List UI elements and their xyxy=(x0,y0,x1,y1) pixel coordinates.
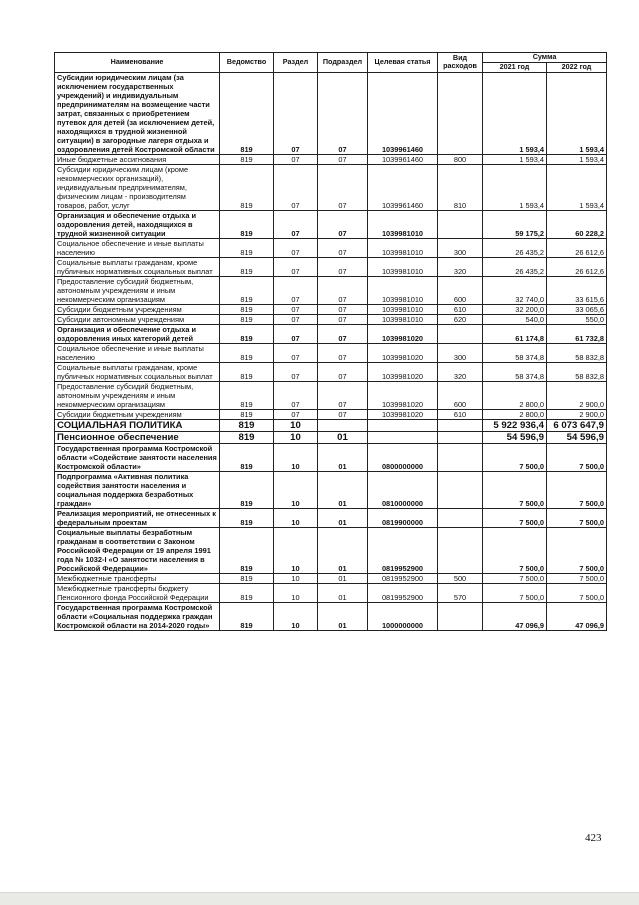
cell-vedomstvo: 819 xyxy=(220,381,274,409)
cell-target: 1039981020 xyxy=(368,362,438,381)
cell-sum-2021: 7 500,0 xyxy=(483,527,547,573)
cell-kind xyxy=(438,527,483,573)
cell-razdel: 10 xyxy=(274,443,318,471)
cell-sum-2022: 1 593,4 xyxy=(547,164,607,210)
table-header xyxy=(55,53,607,73)
cell-podrazdel: 07 xyxy=(318,343,368,362)
cell-sum-2022: 58 832,8 xyxy=(547,343,607,362)
cell-vedomstvo: 819 xyxy=(220,583,274,602)
cell-kind xyxy=(438,602,483,630)
cell-sum-2022: 58 832,8 xyxy=(547,362,607,381)
table-row xyxy=(55,276,607,304)
cell-target: 1039981010 xyxy=(368,257,438,276)
table-row xyxy=(55,471,607,508)
cell-vedomstvo: 819 xyxy=(220,304,274,314)
cell-podrazdel: 07 xyxy=(318,154,368,164)
cell-podrazdel: 07 xyxy=(318,164,368,210)
cell-sum-2022: 2 900,0 xyxy=(547,409,607,419)
cell-name: Субсидии автономным учреждениям xyxy=(55,314,220,324)
cell-sum-2021: 47 096,9 xyxy=(483,602,547,630)
cell-name: Иные бюджетные ассигнования xyxy=(55,154,220,164)
cell-podrazdel: 07 xyxy=(318,210,368,238)
cell-vedomstvo: 819 xyxy=(220,257,274,276)
cell-kind: 570 xyxy=(438,583,483,602)
table-row xyxy=(55,314,607,324)
cell-podrazdel: 07 xyxy=(318,276,368,304)
cell-sum-2021: 32 200,0 xyxy=(483,304,547,314)
cell-podrazdel: 07 xyxy=(318,314,368,324)
cell-name: СОЦИАЛЬНАЯ ПОЛИТИКА xyxy=(55,419,220,431)
cell-vedomstvo: 819 xyxy=(220,276,274,304)
cell-razdel: 07 xyxy=(274,324,318,343)
cell-vedomstvo: 819 xyxy=(220,508,274,527)
cell-razdel: 10 xyxy=(274,583,318,602)
cell-kind xyxy=(438,431,483,443)
cell-target xyxy=(368,431,438,443)
cell-vedomstvo: 819 xyxy=(220,409,274,419)
cell-sum-2021: 1 593,4 xyxy=(483,72,547,154)
cell-kind: 610 xyxy=(438,409,483,419)
cell-target: 0819952900 xyxy=(368,583,438,602)
cell-sum-2022: 1 593,4 xyxy=(547,154,607,164)
cell-vedomstvo: 819 xyxy=(220,343,274,362)
cell-vedomstvo: 819 xyxy=(220,314,274,324)
cell-razdel: 07 xyxy=(274,210,318,238)
cell-name: Социальные выплаты гражданам, кроме публичных нормативных социальных выплат xyxy=(55,257,220,276)
cell-kind xyxy=(438,471,483,508)
cell-sum-2022: 1 593,4 xyxy=(547,72,607,154)
cell-name: Субсидии бюджетным учреждениям xyxy=(55,409,220,419)
cell-name: Субсидии юридическим лицам (за исключением государственных учреждений) и индивидуальным предпринимателям на возмещение части затрат, связанных с приобретением путевок для детей (за исключением детей, находящихся в трудной жизненной ситуации) в загородные лагеря отдыха и оздоровления детей Костромской области xyxy=(55,72,220,154)
cell-kind xyxy=(438,72,483,154)
cell-kind: 600 xyxy=(438,381,483,409)
cell-podrazdel: 01 xyxy=(318,508,368,527)
cell-name: Социальное обеспечение и иные выплаты населению xyxy=(55,343,220,362)
cell-target: 0810000000 xyxy=(368,471,438,508)
cell-razdel: 07 xyxy=(274,343,318,362)
cell-razdel: 07 xyxy=(274,72,318,154)
cell-vedomstvo: 819 xyxy=(220,471,274,508)
header-year-2022: 2022 год xyxy=(547,63,607,73)
cell-target: 1039961460 xyxy=(368,164,438,210)
cell-name: Организация и обеспечение отдыха и оздоровления иных категорий детей xyxy=(55,324,220,343)
cell-sum-2021: 5 922 936,4 xyxy=(483,419,547,431)
cell-kind: 320 xyxy=(438,257,483,276)
cell-sum-2022: 54 596,9 xyxy=(547,431,607,443)
cell-target: 0819952900 xyxy=(368,573,438,583)
cell-sum-2021: 61 174,8 xyxy=(483,324,547,343)
cell-target: 1039981020 xyxy=(368,324,438,343)
cell-podrazdel: 01 xyxy=(318,573,368,583)
table-row xyxy=(55,527,607,573)
cell-kind xyxy=(438,210,483,238)
cell-kind: 610 xyxy=(438,304,483,314)
header-sum: Сумма xyxy=(483,53,607,63)
cell-sum-2021: 58 374,8 xyxy=(483,343,547,362)
page-number: 423 xyxy=(585,832,602,844)
cell-podrazdel: 01 xyxy=(318,602,368,630)
cell-kind: 810 xyxy=(438,164,483,210)
cell-vedomstvo: 819 xyxy=(220,443,274,471)
cell-podrazdel: 07 xyxy=(318,72,368,154)
header-kind: Вид расходов xyxy=(438,53,483,73)
cell-podrazdel: 01 xyxy=(318,471,368,508)
table-row xyxy=(55,573,607,583)
cell-vedomstvo: 819 xyxy=(220,419,274,431)
cell-podrazdel: 07 xyxy=(318,409,368,419)
table-row xyxy=(55,583,607,602)
cell-name: Государственная программа Костромской области «Содействие занятости населения Костромской области» xyxy=(55,443,220,471)
cell-name: Социальные выплаты гражданам, кроме публичных нормативных социальных выплат xyxy=(55,362,220,381)
cell-razdel: 10 xyxy=(274,527,318,573)
cell-vedomstvo: 819 xyxy=(220,602,274,630)
cell-vedomstvo: 819 xyxy=(220,527,274,573)
cell-vedomstvo: 819 xyxy=(220,324,274,343)
cell-target: 1039981010 xyxy=(368,314,438,324)
cell-name: Организация и обеспечение отдыха и оздоровления детей, находящихся в трудной жизненной ситуации xyxy=(55,210,220,238)
cell-sum-2022: 47 096,9 xyxy=(547,602,607,630)
table-row xyxy=(55,304,607,314)
table-row xyxy=(55,257,607,276)
cell-razdel: 07 xyxy=(274,304,318,314)
cell-sum-2021: 540,0 xyxy=(483,314,547,324)
cell-razdel: 10 xyxy=(274,508,318,527)
cell-razdel: 07 xyxy=(274,409,318,419)
cell-name: Реализация мероприятий, не отнесенных к федеральным проектам xyxy=(55,508,220,527)
cell-sum-2021: 32 740,0 xyxy=(483,276,547,304)
cell-sum-2021: 2 800,0 xyxy=(483,409,547,419)
cell-razdel: 10 xyxy=(274,431,318,443)
cell-sum-2021: 2 800,0 xyxy=(483,381,547,409)
cell-target: 0800000000 xyxy=(368,443,438,471)
cell-sum-2022: 2 900,0 xyxy=(547,381,607,409)
cell-razdel: 10 xyxy=(274,573,318,583)
cell-razdel: 07 xyxy=(274,276,318,304)
cell-sum-2021: 7 500,0 xyxy=(483,573,547,583)
cell-sum-2022: 33 065,6 xyxy=(547,304,607,314)
cell-kind: 500 xyxy=(438,573,483,583)
cell-sum-2022: 33 615,6 xyxy=(547,276,607,304)
cell-kind: 320 xyxy=(438,362,483,381)
cell-sum-2022: 7 500,0 xyxy=(547,443,607,471)
cell-sum-2021: 7 500,0 xyxy=(483,508,547,527)
table-body xyxy=(55,72,607,630)
cell-podrazdel: 07 xyxy=(318,324,368,343)
cell-name: Предоставление субсидий бюджетным, автономным учреждениям и иным некоммерческим организациям xyxy=(55,276,220,304)
cell-sum-2021: 26 435,2 xyxy=(483,257,547,276)
cell-razdel: 07 xyxy=(274,381,318,409)
cell-name: Пенсионное обеспечение xyxy=(55,431,220,443)
cell-sum-2021: 1 593,4 xyxy=(483,164,547,210)
cell-sum-2022: 26 612,6 xyxy=(547,238,607,257)
cell-name: Межбюджетные трансферты бюджету Пенсионного фонда Российской Федерации xyxy=(55,583,220,602)
cell-target: 1039981010 xyxy=(368,238,438,257)
cell-name: Социальные выплаты безработным гражданам в соответствии с Законом Российской Федерации от 19 апреля 1991 года № 1032-I «О занятости населения в Российской Федерации» xyxy=(55,527,220,573)
table-row xyxy=(55,431,607,443)
table-row xyxy=(55,210,607,238)
header-year-2021: 2021 год xyxy=(483,63,547,73)
table-row xyxy=(55,343,607,362)
cell-podrazdel: 01 xyxy=(318,583,368,602)
cell-sum-2022: 60 228,2 xyxy=(547,210,607,238)
table-row xyxy=(55,602,607,630)
cell-sum-2021: 58 374,8 xyxy=(483,362,547,381)
table-row xyxy=(55,362,607,381)
cell-kind: 300 xyxy=(438,343,483,362)
cell-sum-2021: 7 500,0 xyxy=(483,443,547,471)
cell-podrazdel: 01 xyxy=(318,431,368,443)
cell-vedomstvo: 819 xyxy=(220,238,274,257)
cell-razdel: 07 xyxy=(274,164,318,210)
cell-name: Субсидии юридическим лицам (кроме некоммерческих организаций), индивидуальным предпринимателям, физическим лицам - производителям товаров, работ, услуг xyxy=(55,164,220,210)
cell-target: 1039981020 xyxy=(368,381,438,409)
cell-podrazdel: 07 xyxy=(318,362,368,381)
cell-razdel: 10 xyxy=(274,602,318,630)
cell-sum-2022: 7 500,0 xyxy=(547,527,607,573)
cell-vedomstvo: 819 xyxy=(220,154,274,164)
cell-vedomstvo: 819 xyxy=(220,210,274,238)
cell-podrazdel: 01 xyxy=(318,443,368,471)
cell-name: Межбюджетные трансферты xyxy=(55,573,220,583)
cell-razdel: 10 xyxy=(274,471,318,508)
cell-razdel: 10 xyxy=(274,419,318,431)
cell-podrazdel: 07 xyxy=(318,238,368,257)
cell-sum-2022: 550,0 xyxy=(547,314,607,324)
table-row xyxy=(55,324,607,343)
cell-sum-2021: 54 596,9 xyxy=(483,431,547,443)
cell-sum-2021: 1 593,4 xyxy=(483,154,547,164)
table-row xyxy=(55,409,607,419)
cell-podrazdel: 07 xyxy=(318,381,368,409)
cell-vedomstvo: 819 xyxy=(220,72,274,154)
cell-sum-2022: 7 500,0 xyxy=(547,583,607,602)
cell-kind xyxy=(438,443,483,471)
header-target: Целевая статья xyxy=(368,53,438,73)
cell-target: 1039981020 xyxy=(368,409,438,419)
cell-target: 1039981010 xyxy=(368,210,438,238)
cell-target: 1000000000 xyxy=(368,602,438,630)
cell-sum-2021: 7 500,0 xyxy=(483,583,547,602)
cell-sum-2022: 7 500,0 xyxy=(547,508,607,527)
cell-name: Социальное обеспечение и иные выплаты населению xyxy=(55,238,220,257)
cell-kind xyxy=(438,324,483,343)
cell-vedomstvo: 819 xyxy=(220,431,274,443)
table-row xyxy=(55,238,607,257)
cell-target: 0819952900 xyxy=(368,527,438,573)
cell-podrazdel: 07 xyxy=(318,257,368,276)
table-row xyxy=(55,381,607,409)
cell-sum-2022: 6 073 647,9 xyxy=(547,419,607,431)
header-podrazdel: Подраздел xyxy=(318,53,368,73)
cell-kind: 800 xyxy=(438,154,483,164)
cell-vedomstvo: 819 xyxy=(220,573,274,583)
cell-podrazdel xyxy=(318,419,368,431)
cell-kind xyxy=(438,508,483,527)
cell-kind: 300 xyxy=(438,238,483,257)
cell-target xyxy=(368,419,438,431)
cell-sum-2022: 61 732,8 xyxy=(547,324,607,343)
cell-target: 1039981010 xyxy=(368,276,438,304)
table-row xyxy=(55,72,607,154)
cell-sum-2022: 7 500,0 xyxy=(547,471,607,508)
cell-sum-2021: 59 175,2 xyxy=(483,210,547,238)
cell-razdel: 07 xyxy=(274,257,318,276)
cell-target: 1039981020 xyxy=(368,343,438,362)
cell-sum-2022: 26 612,6 xyxy=(547,257,607,276)
table-row xyxy=(55,164,607,210)
table-row xyxy=(55,508,607,527)
cell-podrazdel: 07 xyxy=(318,304,368,314)
cell-kind: 620 xyxy=(438,314,483,324)
cell-razdel: 07 xyxy=(274,154,318,164)
cell-razdel: 07 xyxy=(274,362,318,381)
cell-name: Государственная программа Костромской области «Социальная поддержка граждан Костромской области на 2014-2020 годы» xyxy=(55,602,220,630)
cell-vedomstvo: 819 xyxy=(220,362,274,381)
cell-target: 1039961460 xyxy=(368,154,438,164)
cell-target: 1039961460 xyxy=(368,72,438,154)
cell-kind: 600 xyxy=(438,276,483,304)
header-razdel: Раздел xyxy=(274,53,318,73)
cell-name: Подпрограмма «Активная политика содействия занятости населения и социальная поддержка безработных граждан» xyxy=(55,471,220,508)
cell-vedomstvo: 819 xyxy=(220,164,274,210)
cell-podrazdel: 01 xyxy=(318,527,368,573)
cell-razdel: 07 xyxy=(274,238,318,257)
header-name: Наименование xyxy=(55,53,220,73)
table-row xyxy=(55,419,607,431)
budget-table xyxy=(54,52,607,631)
table-row xyxy=(55,154,607,164)
cell-target: 1039981010 xyxy=(368,304,438,314)
cell-name: Предоставление субсидий бюджетным, автономным учреждениям и иным некоммерческим организациям xyxy=(55,381,220,409)
table-row xyxy=(55,443,607,471)
cell-name: Субсидии бюджетным учреждениям xyxy=(55,304,220,314)
cell-sum-2021: 7 500,0 xyxy=(483,471,547,508)
cell-target: 0819900000 xyxy=(368,508,438,527)
cell-kind xyxy=(438,419,483,431)
cell-razdel: 07 xyxy=(274,314,318,324)
cell-sum-2022: 7 500,0 xyxy=(547,573,607,583)
header-vedomstvo: Ведомство xyxy=(220,53,274,73)
cell-sum-2021: 26 435,2 xyxy=(483,238,547,257)
scan-edge xyxy=(0,892,639,905)
